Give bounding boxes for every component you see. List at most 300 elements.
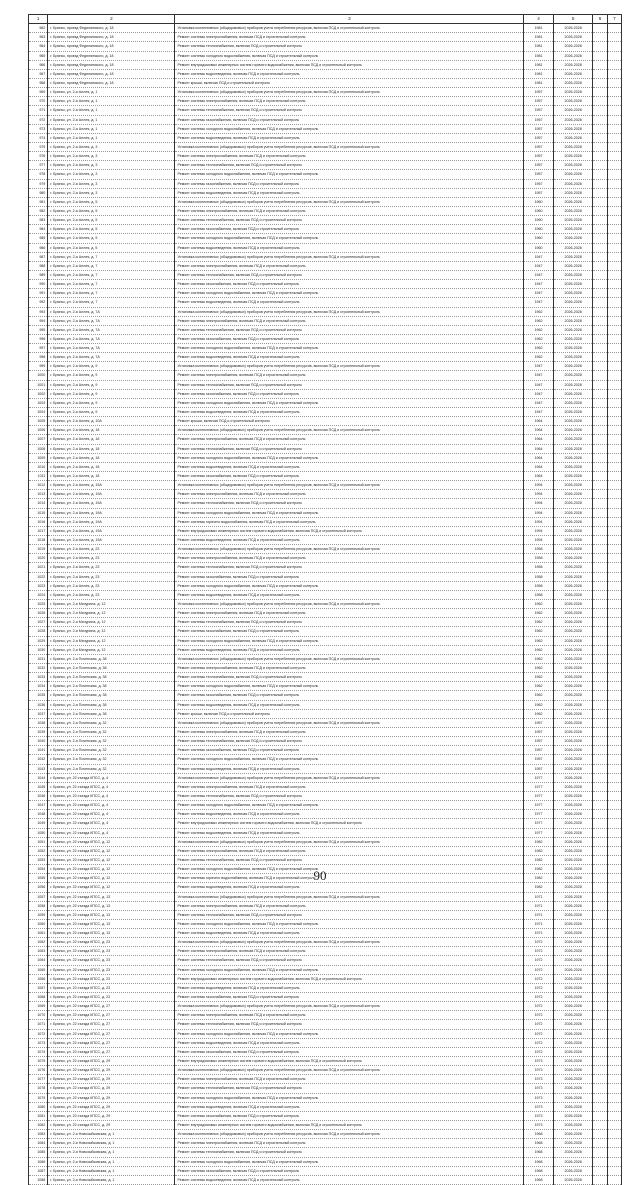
house-address: г. Брянск, ул. 2-я Аллея, д. 3 (48, 179, 175, 188)
planned-period: 2026-2028 (553, 261, 593, 270)
row-number: 1049 (29, 819, 48, 828)
work-type: Установка коллективных (общедомовых) приборов учета потребления ресурсов, включая ПСД и строительный контроль (175, 545, 524, 554)
house-address: г. Брянск, ул. 2-я Аллея, д. 5 (48, 197, 175, 206)
table-row (29, 417, 622, 426)
house-address: г. Брянск, ул. 2-я Аллея, д. 7 (48, 298, 175, 307)
build-year: 1971 (524, 892, 553, 901)
empty-cell (607, 508, 621, 517)
table-row (29, 142, 622, 151)
planned-period: 2026-2028 (553, 910, 593, 919)
empty-cell (593, 1130, 607, 1139)
planned-period: 2026-2028 (553, 371, 593, 380)
house-address: г. Брянск, ул. 2-я Почепская, д. 38 (48, 691, 175, 700)
empty-cell (593, 307, 607, 316)
row-number: 994 (29, 316, 48, 325)
work-type: Ремонт системы водоотведения, включая ПСД и строительный контроль (175, 408, 524, 417)
build-year: 1973 (524, 1093, 553, 1102)
house-address: г. Брянск, ул. 2-я Почепская, д. 32 (48, 746, 175, 755)
table-row (29, 51, 622, 60)
planned-period: 2026-2028 (553, 206, 593, 215)
table-row (29, 855, 622, 864)
house-address: г. Брянск, ул. 2-я Мичурина, д. 12 (48, 618, 175, 627)
build-year: 1972 (524, 956, 553, 965)
work-type: Ремонт системы электроснабжения, включая ПСД и строительный контроль (175, 371, 524, 380)
table-row (29, 60, 622, 69)
empty-cell (607, 325, 621, 334)
empty-cell (593, 398, 607, 407)
empty-cell (607, 334, 621, 343)
empty-cell (607, 417, 621, 426)
planned-period: 2026-2028 (553, 700, 593, 709)
row-number: 1053 (29, 855, 48, 864)
empty-cell (607, 106, 621, 115)
work-type: Установка коллективных (общедомовых) приборов учета потребления ресурсов, включая ПСД и строительный контроль (175, 654, 524, 663)
table-row (29, 371, 622, 380)
build-year: 1964 (524, 462, 553, 471)
table-row (29, 88, 622, 97)
house-address: г. Брянск, ул. 22 съезда КПСС, д. 29 (48, 1075, 175, 1084)
empty-cell (593, 919, 607, 928)
row-number: 1064 (29, 956, 48, 965)
work-type: Установка коллективных (общедомовых) приборов учета потребления ресурсов, включая ПСД и строительный контроль (175, 1002, 524, 1011)
planned-period: 2026-2028 (553, 270, 593, 279)
build-year: 1973 (524, 1075, 553, 1084)
row-number: 978 (29, 170, 48, 179)
table-row (29, 252, 622, 261)
row-number: 962 (29, 24, 48, 33)
row-number: 1063 (29, 947, 48, 956)
work-type: Ремонт системы водоотведения, включая ПСД и строительный контроль (175, 1102, 524, 1111)
empty-cell (607, 993, 621, 1002)
row-number: 989 (29, 270, 48, 279)
table-row (29, 426, 622, 435)
house-address: г. Брянск, ул. 2-я Аллея, д. 7А (48, 307, 175, 316)
house-address: г. Брянск, ул. 22 съезда КПСС, д. 23 (48, 965, 175, 974)
build-year: 1972 (524, 1020, 553, 1029)
empty-cell (593, 709, 607, 718)
empty-cell (593, 974, 607, 983)
planned-period: 2026-2028 (553, 663, 593, 672)
empty-cell (593, 938, 607, 947)
planned-period: 2026-2028 (553, 536, 593, 545)
planned-period: 2026-2028 (553, 252, 593, 261)
build-year: 1962 (524, 618, 553, 627)
work-type: Ремонт системы газоснабжения, включая ПСД и строительный контроль (175, 627, 524, 636)
row-number: 1040 (29, 737, 48, 746)
build-year: 1958 (524, 590, 553, 599)
empty-cell (593, 1029, 607, 1038)
house-address: г. Брянск, ул. 22 съезда КПСС, д. 29 (48, 1093, 175, 1102)
work-type: Ремонт системы теплоснабжения, включая ПСД и строительный контроль (175, 216, 524, 225)
empty-cell (593, 316, 607, 325)
row-number: 1035 (29, 691, 48, 700)
row-number: 1062 (29, 938, 48, 947)
planned-period: 2026-2028 (553, 947, 593, 956)
row-number: 1074 (29, 1047, 48, 1056)
build-year: 1957 (524, 97, 553, 106)
row-number: 977 (29, 161, 48, 170)
table-row (29, 737, 622, 746)
work-type: Ремонт системы водоотведения, включая ПСД и строительный контроль (175, 536, 524, 545)
empty-cell (593, 325, 607, 334)
empty-cell (593, 88, 607, 97)
empty-cell (607, 1029, 621, 1038)
house-address: г. Брянск, ул. 2-я Аллея, д. 9 (48, 398, 175, 407)
empty-cell (593, 1157, 607, 1166)
row-number: 1025 (29, 600, 48, 609)
table-row (29, 133, 622, 142)
planned-period: 2026-2028 (553, 572, 593, 581)
work-type: Ремонт системы теплоснабжения, включая ПСД и строительный контроль (175, 618, 524, 627)
empty-cell (607, 1111, 621, 1120)
column-number-row (29, 15, 622, 24)
empty-cell (607, 152, 621, 161)
planned-period: 2026-2028 (553, 819, 593, 828)
empty-cell (593, 444, 607, 453)
row-number: 1088 (29, 1175, 48, 1184)
work-type: Ремонт системы холодного водоснабжения, включая ПСД и строительный контроль (175, 234, 524, 243)
empty-cell (607, 97, 621, 106)
empty-cell (607, 517, 621, 526)
empty-cell (593, 490, 607, 499)
build-year: 1960 (524, 225, 553, 234)
row-number: 1067 (29, 983, 48, 992)
table-row (29, 344, 622, 353)
row-number: 1086 (29, 1157, 48, 1166)
table-row (29, 700, 622, 709)
work-type: Ремонт системы водоотведения, включая ПСД и строительный контроль (175, 1038, 524, 1047)
page-number: 90 (313, 868, 327, 883)
table-row (29, 243, 622, 252)
work-type: Ремонт системы водоотведения, включая ПСД и строительный контроль (175, 828, 524, 837)
house-address: г. Брянск, ул. 2-я Аллея, д. 19А (48, 490, 175, 499)
table-row (29, 554, 622, 563)
row-number: 1047 (29, 801, 48, 810)
row-number: 1024 (29, 590, 48, 599)
row-number: 1007 (29, 435, 48, 444)
empty-cell (607, 380, 621, 389)
work-type: Ремонт системы холодного водоснабжения, включая ПСД и строительный контроль (175, 1157, 524, 1166)
planned-period: 2026-2028 (553, 965, 593, 974)
work-type: Ремонт внутридомовых инженерных систем горячего водоснабжения, включая ПСД и строительный контроль (175, 1121, 524, 1130)
work-type: Ремонт системы электроснабжения, включая ПСД и строительный контроль (175, 97, 524, 106)
house-address: г. Брянск, ул. 2-я Аллея, д. 7 (48, 289, 175, 298)
empty-cell (607, 554, 621, 563)
planned-period: 2026-2028 (553, 654, 593, 663)
planned-period: 2026-2028 (553, 1020, 593, 1029)
house-address: г. Брянск, ул. 22 съезда КПСС, д. 23 (48, 993, 175, 1002)
row-number: 1010 (29, 462, 48, 471)
planned-period: 2026-2028 (553, 225, 593, 234)
house-address: г. Брянск, ул. 2-я Аллея, д. 3 (48, 170, 175, 179)
house-address: г. Брянск, ул. 2-я Аллея, д. 1 (48, 88, 175, 97)
empty-cell (593, 161, 607, 170)
planned-period: 2026-2028 (553, 727, 593, 736)
work-type: Ремонт системы теплоснабжения, включая ПСД и строительный контроль (175, 956, 524, 965)
planned-period: 2026-2028 (553, 517, 593, 526)
empty-cell (607, 819, 621, 828)
row-number: 1034 (29, 682, 48, 691)
house-address: г. Брянск, ул. 2-я Почепская, д. 38 (48, 673, 175, 682)
house-address: г. Брянск, ул. 2-я Почепская, д. 32 (48, 727, 175, 736)
build-year: 1958 (524, 572, 553, 581)
work-type: Ремонт системы газоснабжения, включая ПСД и строительный контроль (175, 993, 524, 1002)
empty-cell (607, 78, 621, 87)
empty-cell (593, 554, 607, 563)
house-address: г. Брянск, проезд Федюнинского, д. 18 (48, 78, 175, 87)
build-year: 1962 (524, 325, 553, 334)
planned-period: 2026-2028 (553, 691, 593, 700)
planned-period: 2026-2028 (553, 1011, 593, 1020)
work-type: Ремонт системы холодного водоснабжения, включая ПСД и строительный контроль (175, 581, 524, 590)
build-year: 1968 (524, 1166, 553, 1175)
empty-cell (593, 252, 607, 261)
work-type: Ремонт системы теплоснабжения, включая ПСД и строительный контроль (175, 910, 524, 919)
work-type: Ремонт системы водоотведения, включая ПСД и строительный контроль (175, 69, 524, 78)
build-year: 1947 (524, 289, 553, 298)
build-year: 1962 (524, 307, 553, 316)
row-number: 1003 (29, 398, 48, 407)
table-row (29, 526, 622, 535)
table-row (29, 1148, 622, 1157)
build-year: 1977 (524, 782, 553, 791)
empty-cell (593, 947, 607, 956)
empty-cell (607, 371, 621, 380)
table-row (29, 24, 622, 33)
planned-period: 2026-2028 (553, 124, 593, 133)
work-type: Ремонт системы электроснабжения, включая ПСД и строительный контроль (175, 316, 524, 325)
work-type: Ремонт системы электроснабжения, включая ПСД и строительный контроль (175, 609, 524, 618)
empty-cell (607, 673, 621, 682)
planned-period: 2026-2028 (553, 554, 593, 563)
empty-cell (607, 353, 621, 362)
house-address: г. Брянск, ул. 22 съезда КПСС, д. 27 (48, 1011, 175, 1020)
planned-period: 2026-2028 (553, 97, 593, 106)
row-number: 1022 (29, 572, 48, 581)
work-type: Ремонт системы электроснабжения, включая ПСД и строительный контроль (175, 1139, 524, 1148)
work-type: Ремонт системы электроснабжения, включая ПСД и строительный контроль (175, 435, 524, 444)
planned-period: 2026-2028 (553, 344, 593, 353)
build-year: 1957 (524, 764, 553, 773)
empty-cell (607, 837, 621, 846)
planned-period: 2026-2028 (553, 892, 593, 901)
house-address: г. Брянск, ул. 2-я Аллея, д. 7 (48, 270, 175, 279)
table-row (29, 901, 622, 910)
row-number: 1076 (29, 1066, 48, 1075)
empty-cell (607, 636, 621, 645)
row-number: 1072 (29, 1029, 48, 1038)
table-row (29, 910, 622, 919)
planned-period: 2026-2028 (553, 938, 593, 947)
table-row (29, 170, 622, 179)
column-3-header: 3 (175, 15, 524, 24)
work-type: Ремонт системы теплоснабжения, включая ПСД и строительный контроль (175, 325, 524, 334)
build-year: 1957 (524, 188, 553, 197)
empty-cell (607, 270, 621, 279)
work-type: Ремонт системы водоотведения, включая ПСД и строительный контроль (175, 645, 524, 654)
work-type: Ремонт системы теплоснабжения, включая ПСД и строительный контроль (175, 161, 524, 170)
row-number: 1041 (29, 746, 48, 755)
table-row (29, 636, 622, 645)
build-year: 1962 (524, 654, 553, 663)
table-row (29, 1002, 622, 1011)
house-address: г. Брянск, ул. 2-я Аллея, д. 23 (48, 590, 175, 599)
row-number: 1032 (29, 663, 48, 672)
empty-cell (607, 764, 621, 773)
build-year: 1977 (524, 791, 553, 800)
table-row (29, 216, 622, 225)
row-number: 983 (29, 216, 48, 225)
empty-cell (593, 353, 607, 362)
house-address: г. Брянск, ул. 22 съезда КПСС, д. 27 (48, 1047, 175, 1056)
empty-cell (593, 152, 607, 161)
table-row (29, 764, 622, 773)
work-type: Ремонт системы газоснабжения, включая ПСД и строительный контроль (175, 572, 524, 581)
house-address: г. Брянск, ул. 2-я Аллея, д. 1 (48, 106, 175, 115)
build-year: 1958 (524, 545, 553, 554)
table-row (29, 563, 622, 572)
empty-cell (607, 1121, 621, 1130)
build-year: 1962 (524, 700, 553, 709)
planned-period: 2026-2028 (553, 188, 593, 197)
table-row (29, 298, 622, 307)
work-type: Ремонт системы теплоснабжения, включая ПСД и строительный контроль (175, 1148, 524, 1157)
work-type: Ремонт системы холодного водоснабжения, включая ПСД и строительный контроль (175, 289, 524, 298)
house-address: г. Брянск, ул. 22 съезда КПСС, д. 29 (48, 1121, 175, 1130)
table-row (29, 718, 622, 727)
empty-cell (593, 389, 607, 398)
row-number: 1055 (29, 874, 48, 883)
house-address: г. Брянск, ул. 2-я Аллея, д. 10А (48, 417, 175, 426)
empty-cell (593, 106, 607, 115)
build-year: 1947 (524, 270, 553, 279)
empty-cell (607, 782, 621, 791)
house-address: г. Брянск, ул. 2-я Аллея, д. 5 (48, 234, 175, 243)
work-type: Ремонт системы электроснабжения, включая ПСД и строительный контроль (175, 947, 524, 956)
table-row (29, 106, 622, 115)
empty-cell (607, 51, 621, 60)
build-year: 1962 (524, 673, 553, 682)
row-number: 1002 (29, 389, 48, 398)
planned-period: 2026-2028 (553, 929, 593, 938)
table-row (29, 773, 622, 782)
work-type: Ремонт системы водоотведения, включая ПСД и строительный контроль (175, 590, 524, 599)
house-address: г. Брянск, ул. 2-я Аллея, д. 3 (48, 152, 175, 161)
build-year: 1981 (524, 78, 553, 87)
planned-period: 2026-2028 (553, 106, 593, 115)
empty-cell (607, 645, 621, 654)
table-row (29, 115, 622, 124)
row-number: 970 (29, 97, 48, 106)
house-address: г. Брянск, ул. 2-я Почепская, д. 38 (48, 654, 175, 663)
row-number: 993 (29, 307, 48, 316)
empty-cell (593, 234, 607, 243)
empty-cell (593, 673, 607, 682)
house-address: г. Брянск, ул. 2-я Почепская, д. 38 (48, 709, 175, 718)
work-type: Ремонт системы холодного водоснабжения, включая ПСД и строительный контроль (175, 1029, 524, 1038)
work-type: Ремонт системы теплоснабжения, включая ПСД и строительный контроль (175, 499, 524, 508)
empty-cell (593, 1020, 607, 1029)
build-year: 1947 (524, 371, 553, 380)
house-address: г. Брянск, ул. 2-я Новозыбковская, д. 1 (48, 1148, 175, 1157)
table-row (29, 179, 622, 188)
row-number: 1036 (29, 700, 48, 709)
empty-cell (607, 1175, 621, 1184)
work-type: Ремонт системы газоснабжения, включая ПСД и строительный контроль (175, 225, 524, 234)
build-year: 1971 (524, 901, 553, 910)
house-address: г. Брянск, ул. 22 съезда КПСС, д. 4 (48, 782, 175, 791)
work-type: Ремонт системы электроснабжения, включая ПСД и строительный контроль (175, 261, 524, 270)
empty-cell (593, 1111, 607, 1120)
house-address: г. Брянск, ул. 2-я Аллея, д. 7А (48, 316, 175, 325)
row-number: 1051 (29, 837, 48, 846)
build-year: 1957 (524, 88, 553, 97)
table-row (29, 828, 622, 837)
empty-cell (593, 462, 607, 471)
row-number: 1043 (29, 764, 48, 773)
empty-cell (607, 618, 621, 627)
empty-cell (593, 929, 607, 938)
table-row (29, 517, 622, 526)
row-number: 1070 (29, 1011, 48, 1020)
table-row (29, 1047, 622, 1056)
planned-period: 2026-2028 (553, 837, 593, 846)
row-number: 984 (29, 225, 48, 234)
empty-cell (607, 1084, 621, 1093)
empty-cell (607, 1093, 621, 1102)
table-row (29, 1175, 622, 1184)
work-type: Ремонт системы теплоснабжения, включая ПСД и строительный контроль (175, 270, 524, 279)
planned-period: 2026-2028 (553, 78, 593, 87)
house-address: г. Брянск, ул. 2-я Мичурина, д. 12 (48, 645, 175, 654)
house-address: г. Брянск, ул. 2-я Аллея, д. 7 (48, 261, 175, 270)
build-year: 1994 (524, 536, 553, 545)
empty-cell (593, 344, 607, 353)
column-1-header: 1 (29, 15, 48, 24)
build-year: 1982 (524, 846, 553, 855)
empty-cell (607, 444, 621, 453)
empty-cell (593, 78, 607, 87)
build-year: 1972 (524, 1047, 553, 1056)
build-year: 1994 (524, 499, 553, 508)
empty-cell (593, 225, 607, 234)
house-address: г. Брянск, ул. 22 съезда КПСС, д. 23 (48, 956, 175, 965)
empty-cell (607, 947, 621, 956)
row-number: 1014 (29, 499, 48, 508)
table-row (29, 1029, 622, 1038)
table-row (29, 746, 622, 755)
row-number: 1075 (29, 1057, 48, 1066)
table-row (29, 1038, 622, 1047)
table-row (29, 97, 622, 106)
planned-period: 2026-2028 (553, 1148, 593, 1157)
table-row (29, 1011, 622, 1020)
build-year: 1973 (524, 1102, 553, 1111)
build-year: 1972 (524, 947, 553, 956)
work-type: Установка коллективных (общедомовых) приборов учета потребления ресурсов, включая ПСД и строительный контроль (175, 718, 524, 727)
build-year: 1958 (524, 581, 553, 590)
empty-cell (607, 682, 621, 691)
row-number: 991 (29, 289, 48, 298)
empty-cell (607, 344, 621, 353)
empty-cell (593, 1038, 607, 1047)
empty-cell (607, 810, 621, 819)
house-address: г. Брянск, ул. 2-я Аллея, д. 1 (48, 124, 175, 133)
row-number: 982 (29, 206, 48, 215)
house-address: г. Брянск, ул. 22 съезда КПСС, д. 4 (48, 791, 175, 800)
empty-cell (593, 24, 607, 33)
build-year: 1964 (524, 453, 553, 462)
